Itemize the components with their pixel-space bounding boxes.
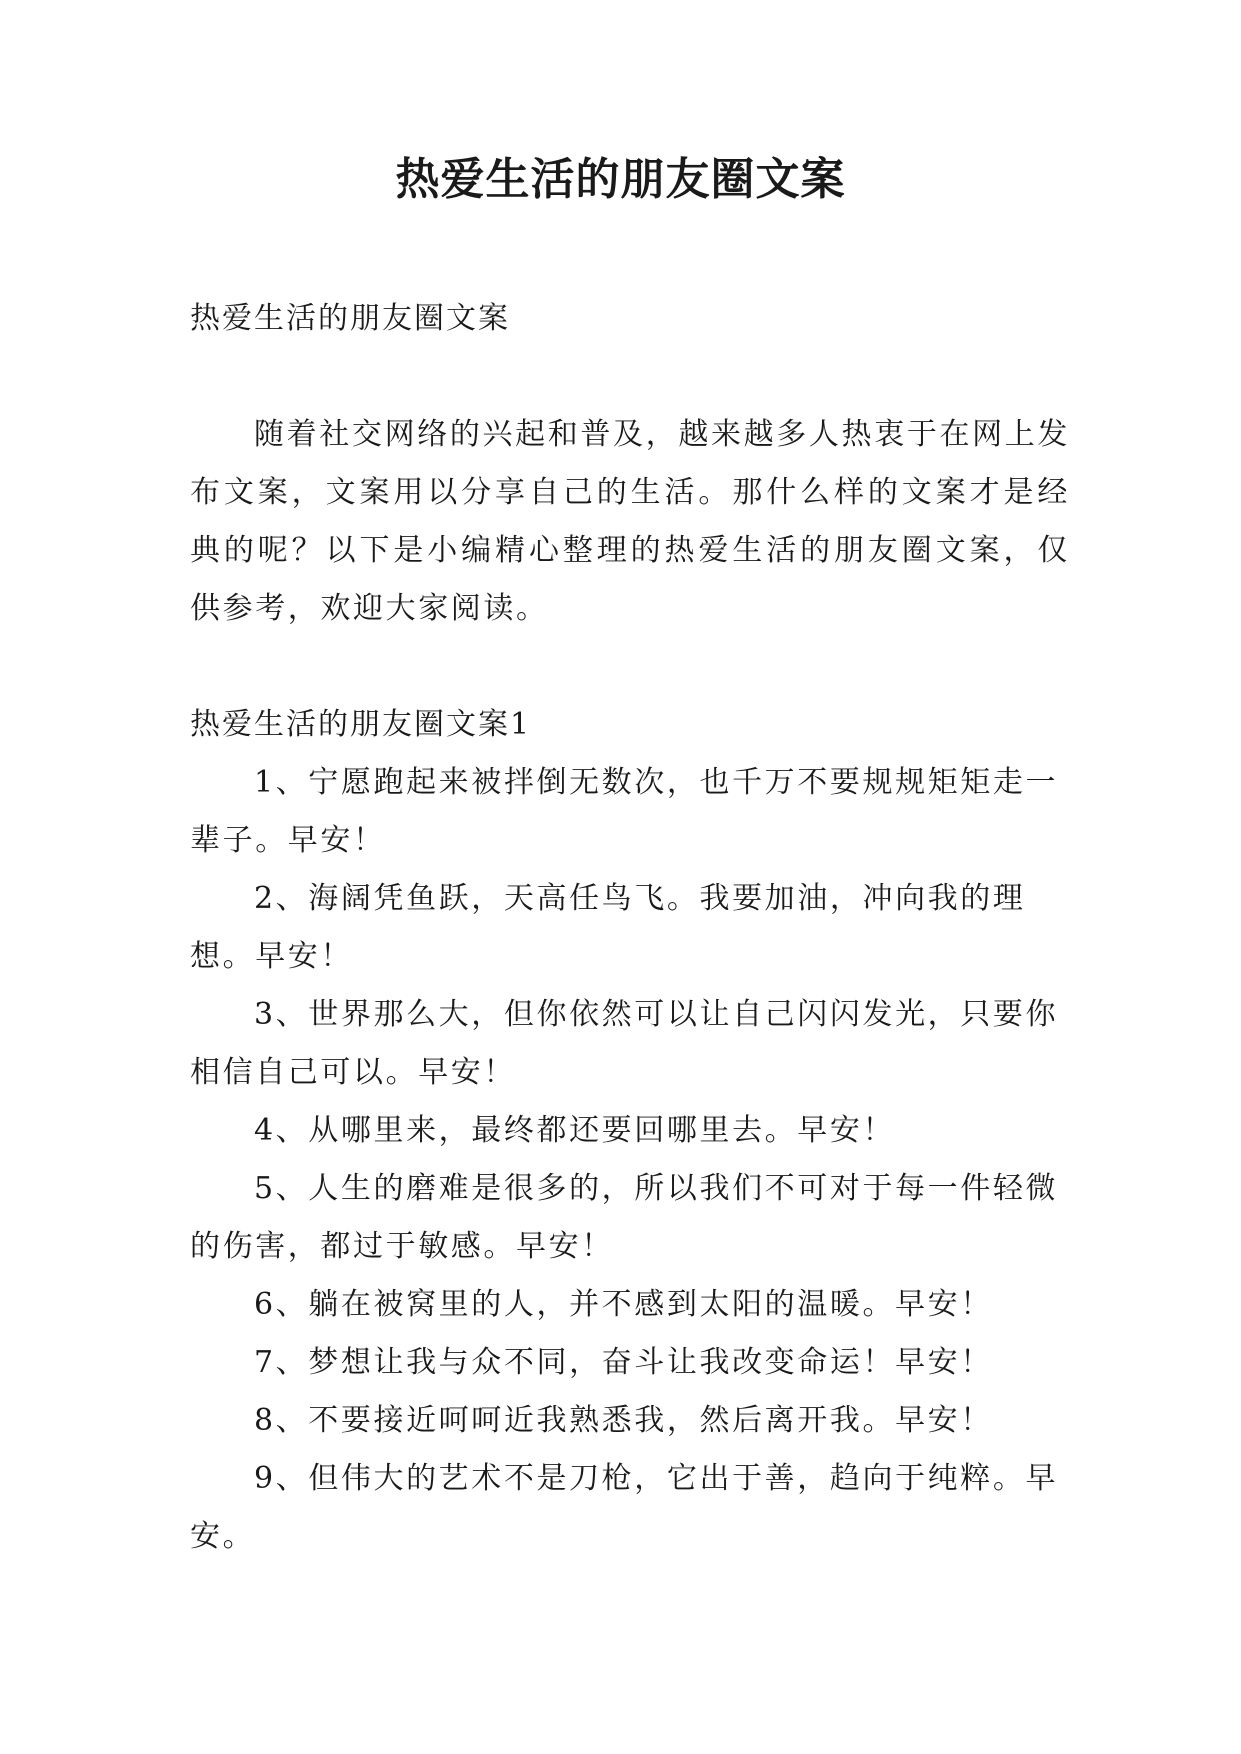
document-title: 热爱生活的朋友圈文案 bbox=[395, 154, 846, 205]
document-body bbox=[190, 290, 1070, 1566]
quote-item: 3、世界那么大，但你依然可以让自己闪闪发光，只要你相信自己可以。早安！ bbox=[190, 997, 1059, 1090]
section-heading: 热爱生活的朋友圈文案1 bbox=[190, 707, 532, 742]
quote-item: 1、宁愿跑起来被拌倒无数次，也千万不要规规矩矩走一辈子。早安！ bbox=[190, 765, 1059, 858]
document-subtitle: 热爱生活的朋友圈文案 bbox=[190, 301, 510, 336]
quote-item: 6、躺在被窝里的人，并不感到太阳的温暖。早安！ bbox=[254, 1287, 993, 1322]
quote-item: 8、不要接近呵呵近我熟悉我，然后离开我。早安！ bbox=[254, 1403, 993, 1438]
quote-item: 7、梦想让我与众不同，奋斗让我改变命运！早安！ bbox=[254, 1345, 993, 1380]
quote-item: 5、人生的磨难是很多的，所以我们不可对于每一件轻微的伤害，都过于敏感。早安！ bbox=[190, 1171, 1059, 1264]
quote-item: 9、但伟大的艺术不是刀枪，它出于善，趋向于纯粹。早安。 bbox=[190, 1461, 1059, 1554]
intro-paragraph: 随着社交网络的兴起和普及，越来越多人热衷于在网上发布文案，文案用以分享自己的生活。那什么样的文案才是经典的呢？以下是小编精心整理的热爱生活的朋友圈文案，仅供参考，欢迎大家阅读。 bbox=[190, 417, 1070, 626]
quote-item: 2、海阔凭鱼跃，天高任鸟飞。我要加油，冲向我的理想。早安！ bbox=[190, 881, 1026, 974]
quote-list bbox=[190, 754, 1070, 1566]
quote-item: 4、从哪里来，最终都还要回哪里去。早安！ bbox=[254, 1113, 896, 1148]
